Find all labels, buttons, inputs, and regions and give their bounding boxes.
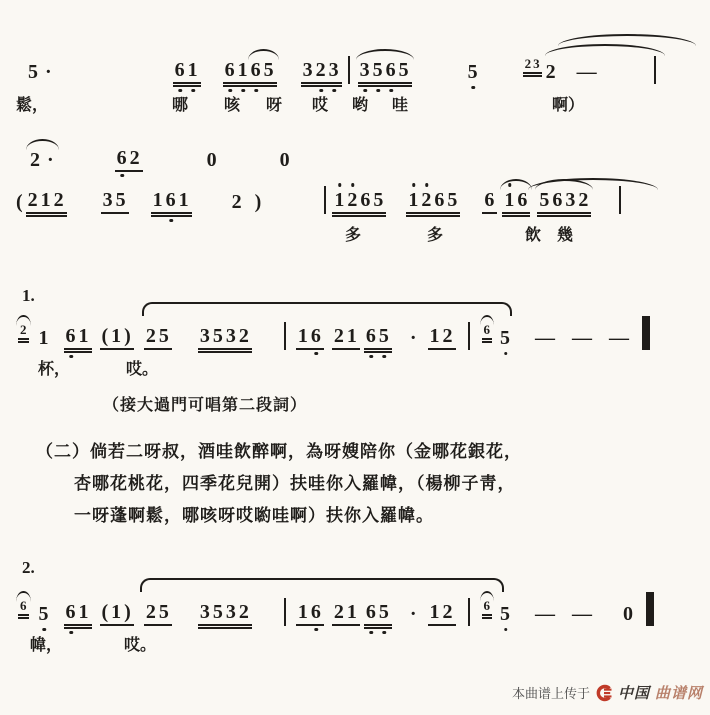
note-token: 5 xyxy=(498,604,513,626)
note-token: · xyxy=(409,603,418,625)
lyric-syllable: 哎 xyxy=(312,97,329,114)
lyric-syllable: 飲 xyxy=(525,227,542,244)
octave-dot-above xyxy=(412,183,416,187)
octave-dot-below xyxy=(120,174,124,178)
music-system-2 xyxy=(0,140,710,246)
note-token: · xyxy=(409,327,418,349)
barline xyxy=(468,598,470,626)
barline xyxy=(468,322,470,350)
note-token: — xyxy=(535,327,557,349)
note-token: ) xyxy=(254,191,263,213)
lyric-syllable: 咳 xyxy=(224,97,241,114)
note-token: 6 1 xyxy=(64,326,92,350)
site-name-primary: 中国 xyxy=(618,685,651,702)
notation-row xyxy=(0,592,710,626)
note-token: — xyxy=(572,327,594,349)
note-token: 2 1 xyxy=(332,602,360,626)
note-token: ( 1 ) xyxy=(100,326,134,350)
octave-dot-above xyxy=(351,183,355,187)
note-token: 1 6 xyxy=(296,602,324,626)
octave-dot-above xyxy=(425,183,429,187)
barline xyxy=(348,56,350,84)
note-token: 3 5 3 2 xyxy=(198,326,252,350)
note-token: 5 xyxy=(498,328,513,350)
lyrics-row xyxy=(0,222,710,246)
grace-note: 2 xyxy=(18,323,29,340)
lyric-syllable: 哪 xyxy=(172,97,189,114)
note-token: — xyxy=(576,61,598,83)
final-barline xyxy=(642,316,650,350)
note-token: 6 1 xyxy=(173,60,201,84)
note-token: 6 5 xyxy=(364,602,392,626)
note-token: 1 6 xyxy=(502,190,530,214)
octave-dot-below xyxy=(504,352,508,356)
lyric-syllable: 幾 xyxy=(557,227,574,244)
octave-dot-below xyxy=(471,86,475,90)
music-system-4 xyxy=(0,558,710,656)
note-token: 1 2 xyxy=(428,326,456,350)
slur-arc xyxy=(248,49,279,60)
note-token: 3 5 3 2 xyxy=(198,602,252,626)
lyric-syllable: 杯， xyxy=(38,361,71,378)
watermark-text: 本曲谱上传于 xyxy=(512,686,591,701)
octave-dot-below xyxy=(315,352,319,356)
barline xyxy=(284,322,286,350)
note-token: 1 6 1 xyxy=(151,190,192,214)
note-token: — xyxy=(572,603,594,625)
slur-arc xyxy=(480,591,495,602)
note-token: 5 6 3 2 xyxy=(537,190,591,214)
note-token: 2 5 xyxy=(144,326,172,350)
note-token: 3 5 xyxy=(101,190,129,214)
lyric-syllable: 鬆， xyxy=(16,97,49,114)
barline xyxy=(619,186,621,214)
stage-direction: （接大過門可唱第二段詞） xyxy=(103,397,308,414)
barline xyxy=(324,186,326,214)
lyrics-row xyxy=(0,632,710,656)
grace-note: 6 xyxy=(482,323,493,340)
note-token: 6 5 xyxy=(364,326,392,350)
note-token: 5 xyxy=(466,62,481,84)
lyrics-row xyxy=(0,92,710,116)
note-token: — xyxy=(535,603,557,625)
notation-row-lower xyxy=(0,186,710,214)
lyric-syllable: 多 xyxy=(345,227,362,244)
music-system-3 xyxy=(0,286,710,380)
note-token: 6 1 6 5 xyxy=(223,60,277,84)
octave-dot-above xyxy=(338,183,342,187)
watermark xyxy=(512,682,703,703)
slur-arc xyxy=(26,139,59,150)
lyric-syllable: 啊） xyxy=(552,97,585,114)
note-token: 2 xyxy=(545,61,557,83)
grace-note: 6 xyxy=(18,599,29,616)
note-token: 0 xyxy=(279,149,291,171)
tie-arc xyxy=(558,34,696,46)
phrase-slur xyxy=(140,578,504,592)
note-token: 1 2 6 5 xyxy=(406,190,460,214)
phrase-slur xyxy=(142,302,512,316)
octave-dot-below xyxy=(504,628,508,632)
verse-line: 杏哪花桃花，四季花兒開）扶哇你入羅幃，（楊柳子靑， xyxy=(74,474,516,493)
note-token: 1 2 xyxy=(428,602,456,626)
note-token: 2 1 2 xyxy=(26,190,67,214)
slur-arc xyxy=(500,179,532,190)
octave-dot-below xyxy=(42,628,46,632)
note-token: 1 2 6 5 xyxy=(332,190,386,214)
grace-note: 6 xyxy=(482,599,493,616)
note-token: 5 xyxy=(37,604,52,626)
verse-line: （二）倘若二呀叔，酒哇飲醉啊，為呀嫂陪你（金哪花銀花， xyxy=(36,442,522,461)
barline xyxy=(654,56,656,84)
verse-line: 一呀蓬啊鬆，哪咳呀哎喲哇啊）扶你入羅幃。 xyxy=(74,506,434,525)
note-token: 2 1 xyxy=(332,326,360,350)
note-token: 5 · xyxy=(28,61,53,83)
lyric-syllable: 多 xyxy=(427,227,444,244)
barline xyxy=(284,598,286,626)
note-token: 3 2 3 xyxy=(301,60,342,84)
lyric-syllable: 哎。 xyxy=(126,361,159,378)
note-token: 1 xyxy=(38,327,50,349)
lyric-syllable: 幃， xyxy=(30,637,63,654)
note-token: 0 xyxy=(623,603,635,625)
slur-arc xyxy=(16,591,31,602)
note-token: 2 5 xyxy=(144,602,172,626)
lyric-syllable: 哇 xyxy=(392,97,409,114)
music-system-1 xyxy=(0,36,710,116)
notation-row xyxy=(0,56,710,84)
note-token: 6 2 xyxy=(115,148,143,172)
note-token: 3 5 6 5 xyxy=(358,60,412,84)
note-token: ( xyxy=(16,191,24,213)
note-token: ( 1 ) xyxy=(100,602,134,626)
note-token: 1 6 xyxy=(296,326,324,350)
final-barline xyxy=(646,592,654,626)
octave-dot-below xyxy=(315,628,319,632)
lyric-syllable: 哎。 xyxy=(124,637,157,654)
note-token: — xyxy=(609,327,631,349)
note-token: 2 xyxy=(231,191,243,213)
lyrics-row xyxy=(0,356,710,380)
slur-arc xyxy=(16,315,31,326)
note-token: 6 1 xyxy=(64,602,92,626)
note-token: 0 xyxy=(206,149,218,171)
site-logo-icon xyxy=(595,684,613,702)
lyric-syllable: 哟 xyxy=(352,97,369,114)
note-token: 2 · xyxy=(28,150,57,172)
volta-label-1: 1. xyxy=(22,286,35,305)
second-verse-text xyxy=(36,436,686,532)
lyric-syllable: 呀 xyxy=(266,97,283,114)
site-name-secondary: 曲谱网 xyxy=(655,685,704,702)
slur-arc xyxy=(356,49,414,60)
note-token: 6 xyxy=(482,190,497,214)
slur-arc xyxy=(480,315,495,326)
notation-row xyxy=(0,316,710,350)
grace-note: 2 3 xyxy=(523,57,542,74)
notation-row-upper xyxy=(0,148,710,172)
volta-label-2: 2. xyxy=(22,558,35,577)
